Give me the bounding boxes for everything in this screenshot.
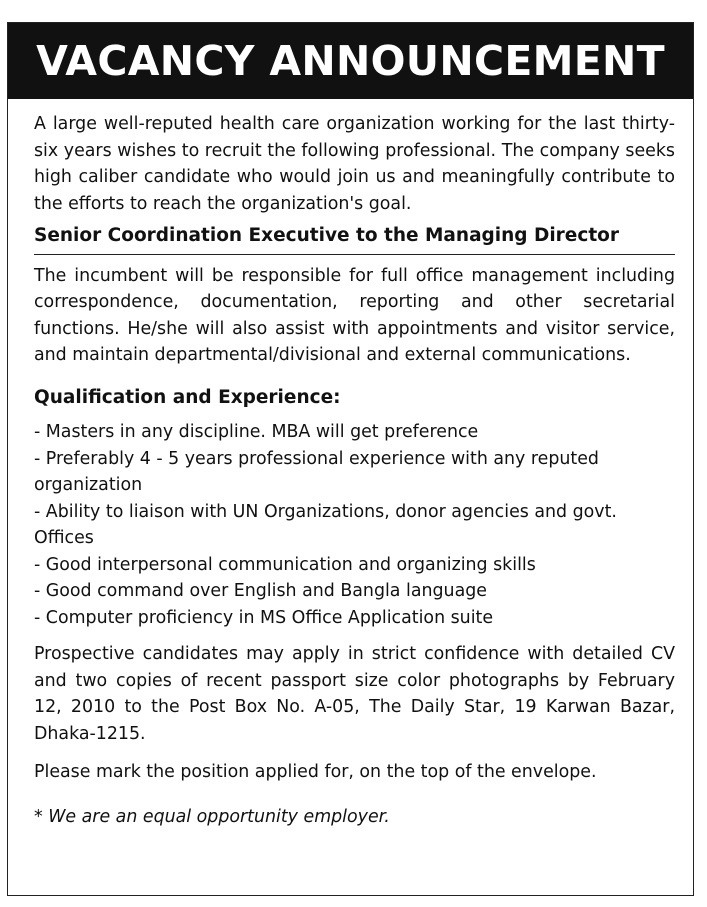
qualifications-heading: Qualification and Experience: [34, 386, 341, 408]
list-item: - Good command over English and Bangla language [34, 581, 487, 601]
list-item: - Good interpersonal communication and organizing skills [34, 554, 536, 575]
header-banner [8, 23, 693, 99]
position-description: The incumbent will be responsible for full office management including correspondence, documentation, reporting and other secretarial functions. He/she will also assist with appointments and visitor service, and maintain departmental/divisional and external communications. [34, 265, 675, 365]
announcement-frame [7, 22, 694, 896]
position-title: Senior Coordination Executive to the Managing Director [34, 223, 675, 255]
equal-opportunity-statement: * We are an equal opportunity employer. [34, 806, 390, 827]
application-instructions: Prospective candidates may apply in strict confidence with detailed CV and two copies of recent passport size color photographs by February 12, 2010 to the Post Box No. A-05, The Daily Star, 19 Karwan Bazar, Dhaka-1215. [34, 644, 675, 744]
page-title: VACANCY ANNOUNCEMENT [36, 37, 665, 85]
list-item: - Computer proficiency in MS Office Application suite [34, 607, 494, 628]
list-item: - Masters in any discipline. MBA will get preference [34, 422, 479, 442]
qualifications-list [34, 419, 675, 631]
list-item: - Preferably 4 - 5 years professional experience with any reputed organization [34, 448, 599, 495]
list-item: - Ability to liaison with UN Organizations, donor agencies and govt. Offices [34, 501, 617, 548]
envelope-note: Please mark the position applied for, on the top of the envelope. [34, 762, 597, 782]
intro-paragraph: A large well-reputed health care organization working for the last thirty-six years wishes to recruit the following professional. The company seeks high caliber candidate who would join us and meaningfully contribute to the efforts to reach the organization's goal. [34, 114, 675, 214]
announcement-body [8, 99, 693, 830]
